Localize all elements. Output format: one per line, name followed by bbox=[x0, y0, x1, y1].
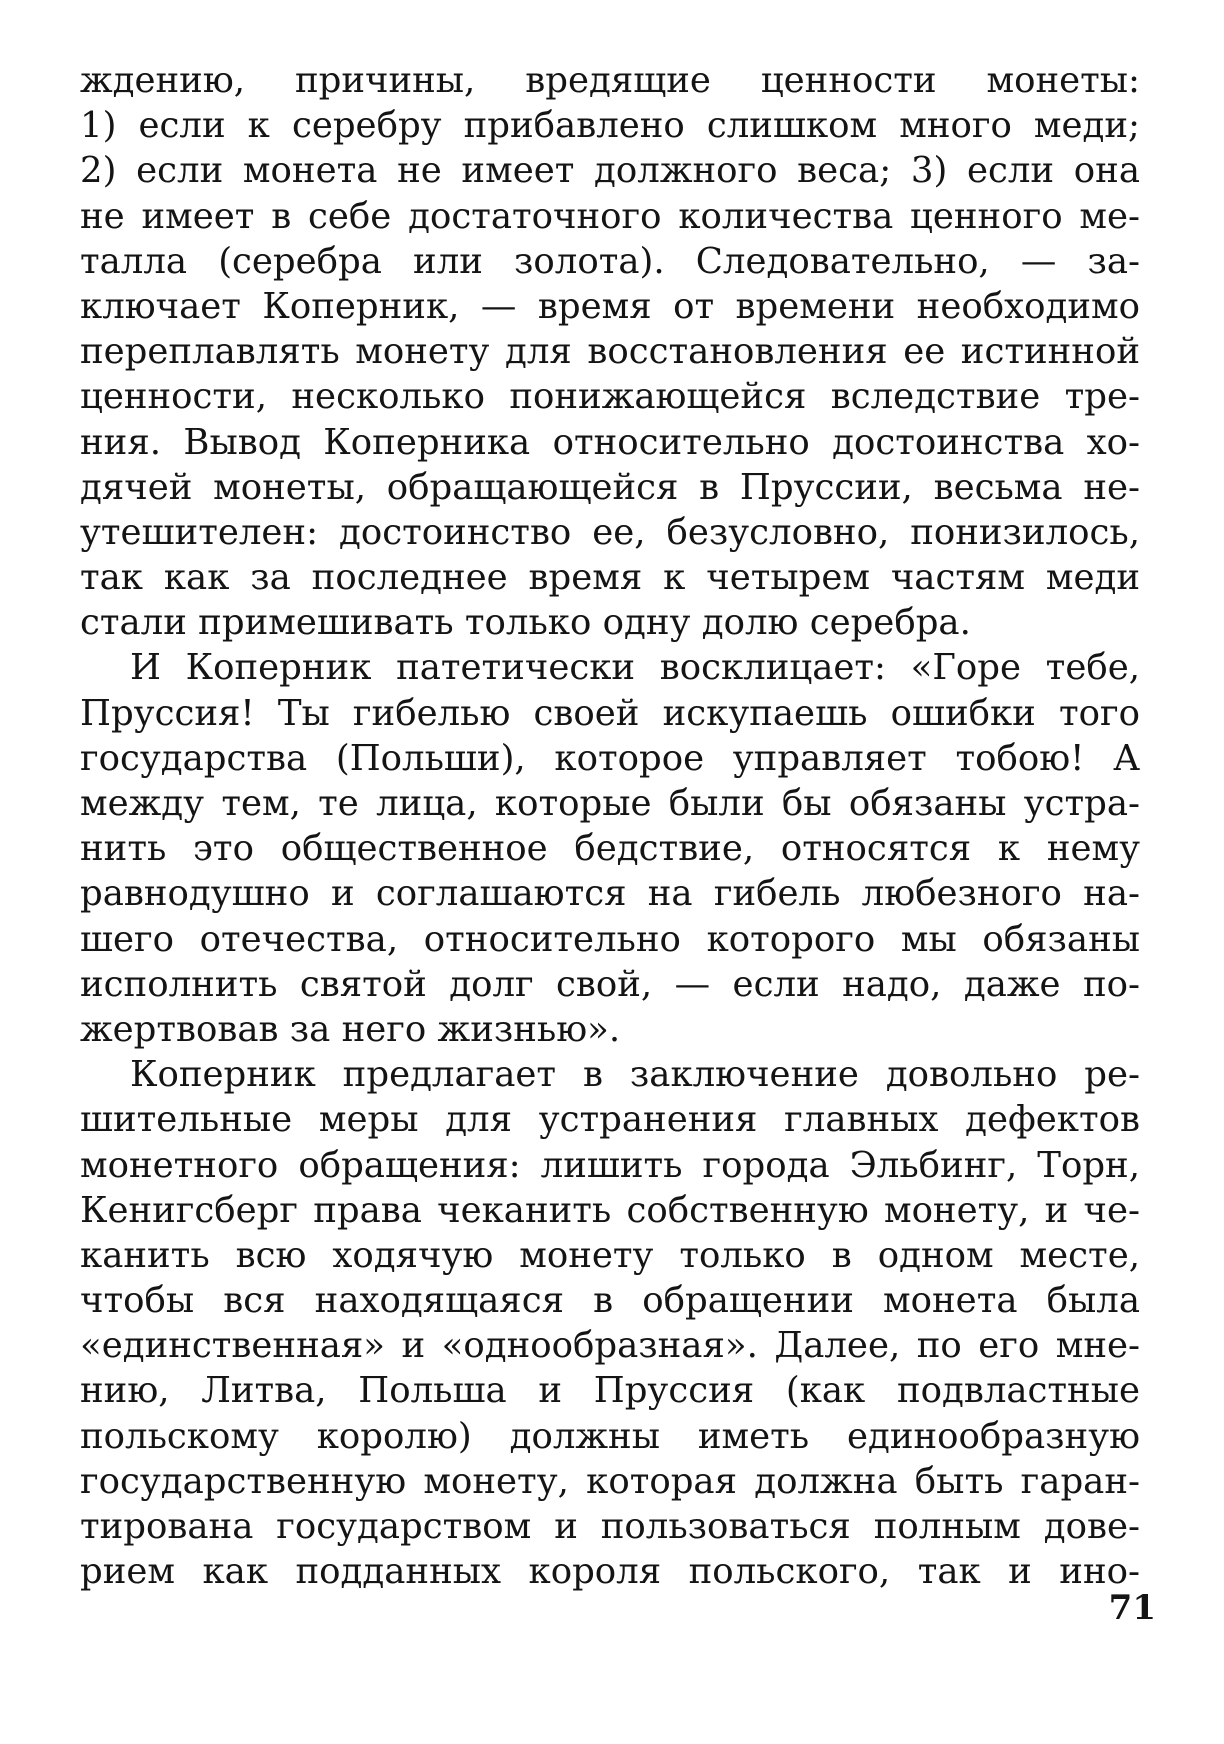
text-line: польскому королю) должны иметь единообразную bbox=[80, 1415, 1140, 1457]
text-line: утешителен: достоинство ее, безусловно, понизилось, bbox=[80, 511, 1140, 553]
text-line: ценности, несколько понижающейся вследствие тре- bbox=[80, 376, 1140, 418]
paragraph-2 bbox=[80, 645, 1140, 1052]
text-line: шего отечества, относительно которого мы обязаны bbox=[80, 918, 1140, 960]
text-line: государства (Польши), которое управляет тобою! А bbox=[80, 737, 1140, 779]
text-line: дячей монеты, обращающейся в Пруссии, весьма не- bbox=[80, 466, 1140, 508]
text-line: канить всю ходячую монету только в одном месте, bbox=[80, 1234, 1140, 1276]
text-line: не имеет в себе достаточного количества ценного ме- bbox=[80, 195, 1140, 237]
text-line: ния. Вывод Коперника относительно достоинства хо- bbox=[80, 421, 1140, 463]
text-line: нию, Литва, Польша и Пруссия (как подвластные bbox=[80, 1370, 1140, 1412]
text-line: «единственная» и «однообразная». Далее, по его мне- bbox=[80, 1325, 1140, 1367]
text-line: 1) если к серебру прибавлено слишком много меди; bbox=[80, 105, 1140, 147]
text-line: исполнить святой долг свой, — если надо, даже по- bbox=[80, 963, 1140, 1005]
text-line: И Коперник патетически восклицает: «Горе тебе, bbox=[130, 647, 1140, 689]
text-line: чтобы вся находящаяся в обращении монета была bbox=[80, 1280, 1140, 1322]
text-line: равнодушно и соглашаются на гибель любезного на- bbox=[80, 873, 1140, 915]
text-line: монетного обращения: лишить города Эльбинг, Торн, bbox=[80, 1144, 1140, 1186]
text-line: государственную монету, которая должна быть гаран- bbox=[80, 1460, 1140, 1502]
text-line: между тем, те лица, которые были бы обязаны устра- bbox=[80, 783, 1140, 824]
text-line: Кенигсберг права чеканить собственную монету, и че- bbox=[80, 1189, 1140, 1231]
text-line: 2) если монета не имеет должного веса; 3) если она bbox=[80, 150, 1140, 192]
paragraph-3 bbox=[80, 1052, 1140, 1594]
text-line: так как за последнее время к четырем частям меди bbox=[80, 557, 1140, 599]
text-line: нить это общественное бедствие, относятся к нему bbox=[80, 828, 1140, 870]
text-line: Коперник предлагает в заключение довольно ре- bbox=[130, 1054, 1140, 1096]
text-line: рием как подданных короля польского, так и ино- bbox=[80, 1551, 1140, 1593]
text-line: Пруссия! Ты гибелью своей искупаешь ошибки того bbox=[80, 692, 1140, 734]
text-line: переплавлять монету для восстановления ее истинной bbox=[80, 331, 1140, 373]
text-line: стали примешивать только одну долю серебра. bbox=[80, 602, 971, 644]
text-line: шительные меры для устранения главных дефектов bbox=[80, 1099, 1140, 1141]
text-line: талла (серебра или золота). Следовательно, — за- bbox=[80, 240, 1140, 282]
text-line: тирована государством и пользоваться полным дове- bbox=[80, 1506, 1140, 1547]
text-line: жертвовав за него жизнью». bbox=[80, 1008, 621, 1050]
body-text bbox=[80, 58, 1140, 1594]
page-number: 71 bbox=[1108, 1588, 1156, 1628]
text-line: ждению, причины, вредящие ценности монеты: bbox=[80, 60, 1140, 101]
paragraph-1 bbox=[80, 58, 1140, 645]
text-line: ключает Коперник, — время от времени необходимо bbox=[80, 285, 1140, 327]
